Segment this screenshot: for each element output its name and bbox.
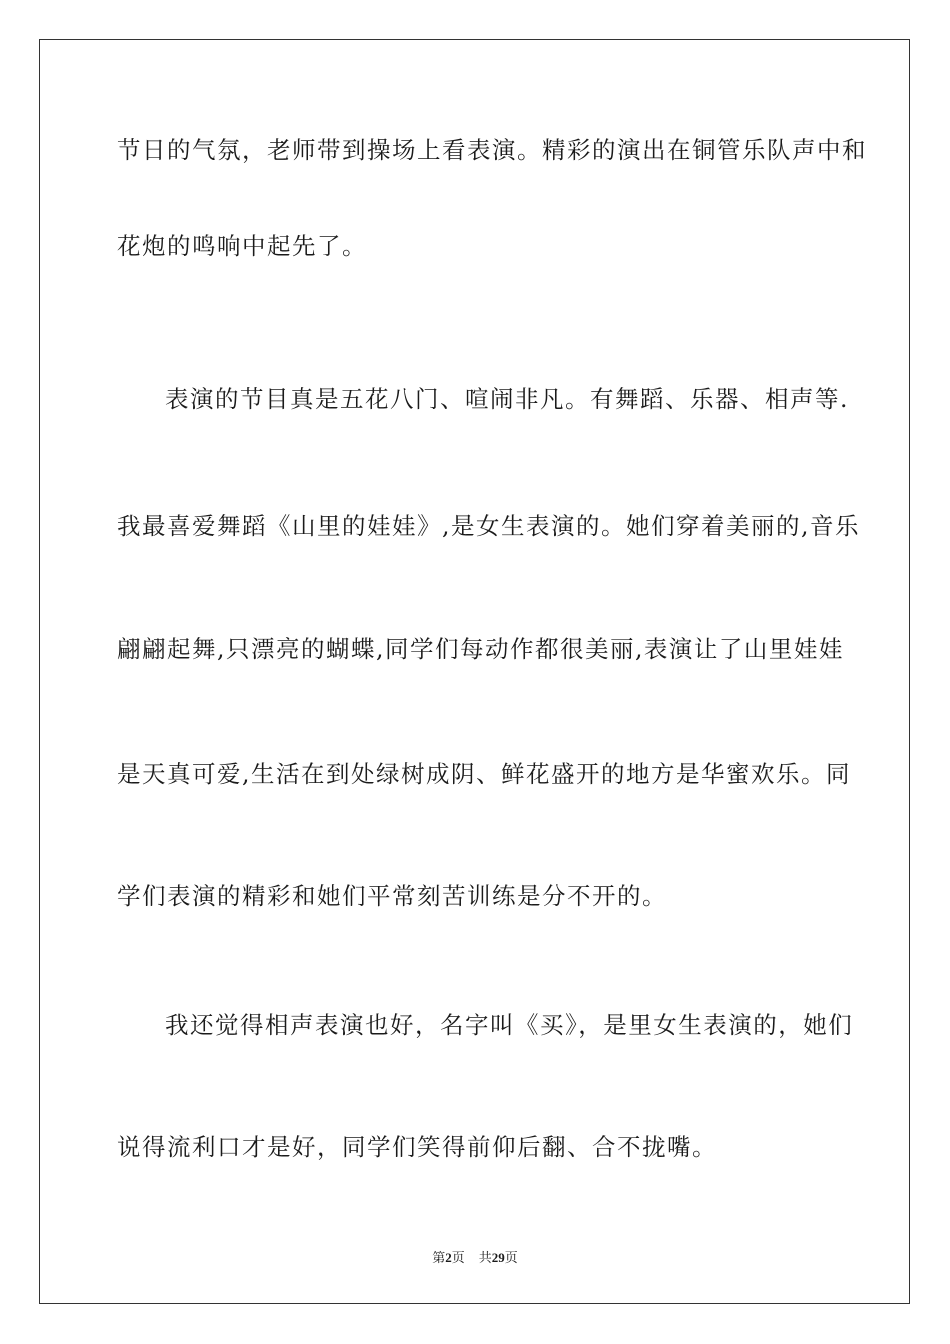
text-line: 学们表演的精彩和她们平常刻苦训练是分不开的。 [117,882,667,910]
text-line: 花炮的鸣响中起先了。 [117,232,367,260]
page-suffix: 页 [451,1250,465,1265]
page-prefix: 第 [432,1250,446,1265]
page-border [39,39,910,1304]
text-line: 翩翩起舞,只漂亮的蝴蝶,同学们每动作都很美丽,表演让了山里娃娃 [117,635,844,663]
total-prefix: 共 [478,1250,492,1265]
page-footer [0,1250,950,1266]
paragraph-start-line: 我还觉得相声表演也好，名字叫《买》，是里女生表演的，她们 [165,1011,854,1039]
page-number: 2 [445,1250,452,1265]
total-pages: 29 [491,1250,505,1265]
text-line: 我最喜爱舞蹈《山里的娃娃》,是女生表演的。她们穿着美丽的,音乐 [117,512,860,540]
text-line: 节日的气氛，老师带到操场上看表演。精彩的演出在铜管乐队声中和 [117,136,867,164]
text-line: 是天真可爱,生活在到处绿树成阴、鲜花盛开的地方是华蜜欢乐。同 [117,760,851,788]
paragraph-start-line: 表演的节目真是五花八门、喧闹非凡。有舞蹈、乐器、相声等. [165,385,849,413]
text-line: 说得流利口才是好，同学们笑得前仰后翻、合不拢嘴。 [117,1133,717,1161]
total-suffix: 页 [504,1250,518,1265]
